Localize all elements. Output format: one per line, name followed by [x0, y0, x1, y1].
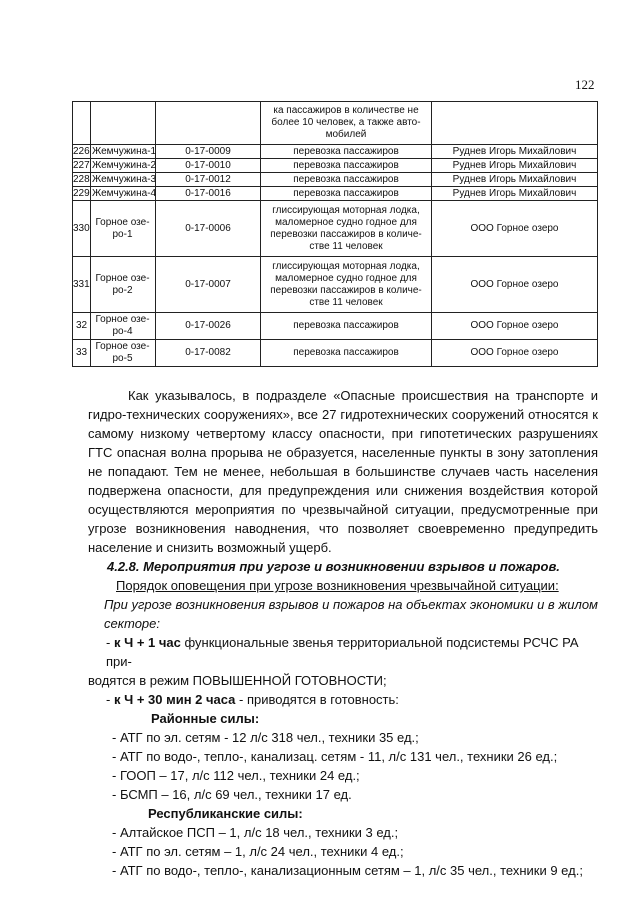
time-mark-1: к Ч + 1 час: [113, 635, 181, 650]
cell-purpose: глиссирующая моторная лодка, маломерное судно годное для перевозки пассажиров в количе-стве 11 человек: [261, 257, 432, 313]
cell-name: Горное озе-ро-4: [91, 313, 156, 340]
document-body: [88, 386, 598, 880]
cell-code: 0-17-0009: [156, 145, 261, 159]
list-item: - АТГ по водо-, тепло-, канализационным сетям – 1, л/с 35 чел., техники 9 ед.;: [112, 863, 583, 878]
cell-owner: [432, 102, 598, 145]
cell-num: 32: [73, 313, 91, 340]
list-item: - БСМП – 16, л/с 69 чел., техники 17 ед.: [112, 787, 352, 802]
cell-purpose: перевозка пассажиров: [261, 313, 432, 340]
cell-num: 229: [73, 187, 90, 199]
table-row: [73, 173, 598, 187]
dash: -: [106, 692, 114, 707]
cell-num: 331: [73, 257, 91, 313]
section-heading: 4.2.8. Мероприятия при угрозе и возникновении взрывов и пожаров.: [107, 559, 560, 574]
cell-num: 33: [73, 340, 91, 367]
cell-purpose: перевозка пассажиров: [261, 145, 432, 159]
cell-owner: Руднев Игорь Михайлович: [432, 159, 598, 173]
cell-owner: ООО Горное озеро: [432, 257, 598, 313]
table-row: [73, 145, 598, 159]
cell-owner: ООО Горное озеро: [432, 340, 598, 367]
cell-code: 0-17-0082: [156, 340, 261, 367]
list-item: - АТГ по водо-, тепло-, канализац. сетям - 11, л/с 131 чел., техники 26 ед.;: [112, 749, 558, 764]
paragraph-hydro-safety: Как указывалось, в подразделе «Опасные происшествия на транспорте и гидро-технических сооружениях», все 27 гидротехнических сооружений относятся к самому низкому четвертому классу опасности, при гипотетических разрушениях ГТС опасная волна прорыва не образуется, населенные пункты в зону затопления не попадают. Тем не менее, небольшая в большинстве случаев часть населения подвержена опасности, для предупреждения или снижения воздействия которой осуществляются мероприятия по чрезвычайной ситуации, предусмотренные при угрозе возникновения наводнения, что позволяет своевременно предупредить население и снизить возможный ущерб.: [88, 388, 598, 555]
notification-order-title: Порядок оповещения при угрозе возникновения чрезвычайной ситуации:: [116, 578, 559, 593]
cell-num: 227: [73, 159, 90, 171]
table-row: [73, 159, 598, 173]
cell-purpose: перевозка пассажиров: [261, 173, 432, 187]
cell-name: Горное озе-ро-1: [91, 201, 156, 257]
district-forces-heading: Районные силы:: [151, 711, 260, 726]
readiness-step-1: [106, 633, 598, 671]
table-row: [73, 313, 598, 340]
cell-num: 228: [73, 173, 90, 185]
cell-name: Жемчужина-2: [92, 159, 157, 171]
table-row: [73, 340, 598, 367]
cell-code: 0-17-0012: [156, 173, 261, 187]
step-1-text: функциональные звенья территориальной подсистемы РСЧС РА при-: [106, 635, 579, 669]
cell-purpose: перевозка пассажиров: [261, 187, 432, 201]
list-item: - ГООП – 17, л/с 112 чел., техники 24 ед.;: [112, 768, 360, 783]
cell-purpose: ка пассажиров в количестве не более 10 человек, а также авто-мобилей: [261, 102, 432, 145]
time-mark-2: к Ч + 30 мин 2 часа: [113, 692, 236, 707]
cell-purpose: перевозка пассажиров: [261, 340, 432, 367]
republic-forces-heading: Республиканские силы:: [148, 806, 303, 821]
cell-owner: ООО Горное озеро: [432, 201, 598, 257]
table-row: [73, 257, 598, 313]
cell-name: Жемчужина-3: [92, 173, 157, 185]
step-2-text: - приводятся в готовность:: [235, 692, 399, 707]
cell-owner: Руднев Игорь Михайлович: [432, 145, 598, 159]
list-item: - АТГ по эл. сетям - 12 л/с 318 чел., техники 35 ед.;: [112, 730, 419, 745]
dash: -: [106, 635, 114, 650]
threat-condition-line-2: секторе:: [104, 616, 160, 631]
cell-code: 0-17-0016: [156, 187, 261, 201]
cell-name: Горное озе-ро-5: [91, 340, 156, 367]
cell-owner: Руднев Игорь Михайлович: [432, 173, 598, 187]
vessel-table: [72, 101, 598, 367]
cell-code: [156, 102, 261, 145]
cell-owner: ООО Горное озеро: [432, 313, 598, 340]
cell-code: 0-17-0006: [156, 201, 261, 257]
cell-name: Жемчужина-1: [92, 145, 157, 157]
cell-purpose: глиссирующая моторная лодка, маломерное судно годное для перевозки пассажиров в количе-стве 11 человек: [261, 201, 432, 257]
readiness-step-2: [106, 690, 598, 709]
cell-name: [91, 102, 156, 145]
table-row: [73, 102, 598, 145]
cell-num: 330: [73, 201, 91, 257]
cell-code: 0-17-0007: [156, 257, 261, 313]
cell-num: [73, 102, 91, 145]
threat-condition-line: При угрозе возникновения взрывов и пожаров на объектах экономики и в жилом: [104, 597, 598, 612]
table-row: [73, 187, 598, 201]
list-item: - Алтайское ПСП – 1, л/с 18 чел., техники 3 ед.;: [112, 825, 399, 840]
cell-name: Жемчужина-4: [92, 187, 157, 199]
readiness-step-1-cont: водятся в режим ПОВЫШЕННОЙ ГОТОВНОСТИ;: [88, 673, 387, 688]
table-row: [73, 201, 598, 257]
cell-code: 0-17-0026: [156, 313, 261, 340]
list-item: - АТГ по эл. сетям – 1, л/с 24 чел., техники 4 ед.;: [112, 844, 404, 859]
cell-owner: Руднев Игорь Михайлович: [432, 187, 598, 201]
cell-code: 0-17-0010: [156, 159, 261, 173]
cell-num: 226: [73, 145, 90, 157]
cell-purpose: перевозка пассажиров: [261, 159, 432, 173]
page-number: 122: [575, 77, 595, 92]
cell-name: Горное озе-ро-2: [91, 257, 156, 313]
